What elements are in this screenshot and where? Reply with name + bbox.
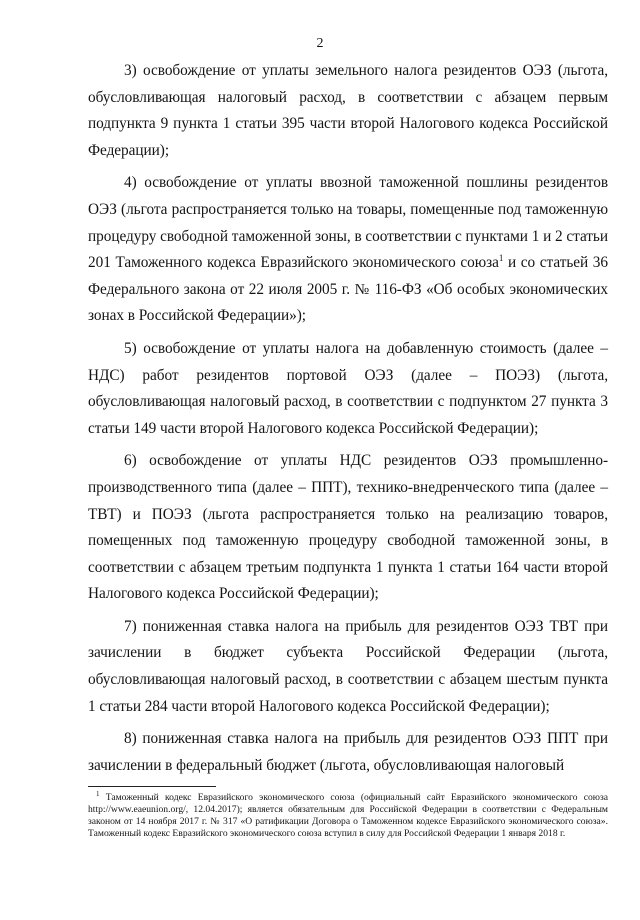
footnote-marker: 1 xyxy=(96,789,100,798)
paragraph-item-4 xyxy=(88,170,608,330)
paragraph-text: 4) освобождение от уплаты ввозной таможенной пошлины резидентов ОЭЗ (льгота распространяется только на товары, помещенные под таможенную процедуру свободной таможенной зоны, в соответствии с пунктами 1 и 2 статьи 201 Таможенного кодекса Евразийского экономического союза xyxy=(88,174,608,272)
page-number: 2 xyxy=(316,36,324,51)
paragraph-text: 5) освобождение от уплаты налога на добавленную стоимость (далее – НДС) работ резидентов портовой ОЭЗ (далее – ПОЭЗ) (льгота, обусловливающая налоговый расход, в соответствии с подпунктом 27 пункта 3 статьи 149 части второй Налогового кодекса Российской Федерации); xyxy=(88,339,608,437)
paragraph-item-8 xyxy=(88,726,608,779)
paragraph-item-3 xyxy=(88,58,608,164)
paragraph-item-5 xyxy=(88,336,608,442)
footnote-text: Таможенный кодекс Евразийского экономического союза (официальный сайт Евразийского экономического союза http://www.eaeunion.org/, 12.04.2017); является обязательным для Российской Федерации в соответствии с Федеральным законом от 14 ноября 2017 г. № 317 «О ратификации Договора о Таможенном кодексе Евразийского экономического союза». Таможенный кодекс Евразийского экономического союза вступил в силу для Российской Федерации 1 января 2018 г. xyxy=(88,792,608,839)
paragraph-item-7 xyxy=(88,614,608,720)
footnote xyxy=(88,789,608,840)
paragraph-text: 8) пониженная ставка налога на прибыль для резидентов ОЭЗ ППТ при зачислении в федеральный бюджет (льгота, обусловливающая налоговый xyxy=(88,730,608,774)
paragraph-text: 3) освобождение от уплаты земельного налога резидентов ОЭЗ (льгота, обусловливающая налоговый расход, в соответствии с абзацем первым подпункта 9 пункта 1 статьи 395 части второй Налогового кодекса Российской Федерации); xyxy=(88,62,608,159)
paragraph-text-continued: и со статьей 36 Федерального закона от 22 июля 2005 г. № 116-ФЗ «Об особых экономических зонах в Российской Федерации»); xyxy=(88,254,609,325)
paragraph-text: 6) освобождение от уплаты НДС резидентов ОЭЗ промышленно-производственного типа (далее – ППТ), технико-внедренческого типа (далее – ТВТ) и ПОЭЗ (льгота распространяется только на реализацию товаров, помещенных под таможенную процедуру свободной таможенной зоны, в соответствии с абзацем третьим подпункта 1 пункта 1 статьи 164 части второй Налогового кодекса Российской Федерации); xyxy=(88,452,608,603)
paragraph-text: 7) пониженная ставка налога на прибыль для резидентов ОЭЗ ТВТ при зачислении в бюджет субъекта Российской Федерации (льгота, обусловливающая налоговый расход, в соответствии с абзацем шестым пункта 1 статьи 284 части второй Налогового кодекса Российской Федерации); xyxy=(88,617,608,715)
body-text xyxy=(88,58,608,785)
footnote-separator xyxy=(88,786,216,787)
footnote-reference: 1 xyxy=(498,253,504,264)
paragraph-item-6 xyxy=(88,448,608,608)
